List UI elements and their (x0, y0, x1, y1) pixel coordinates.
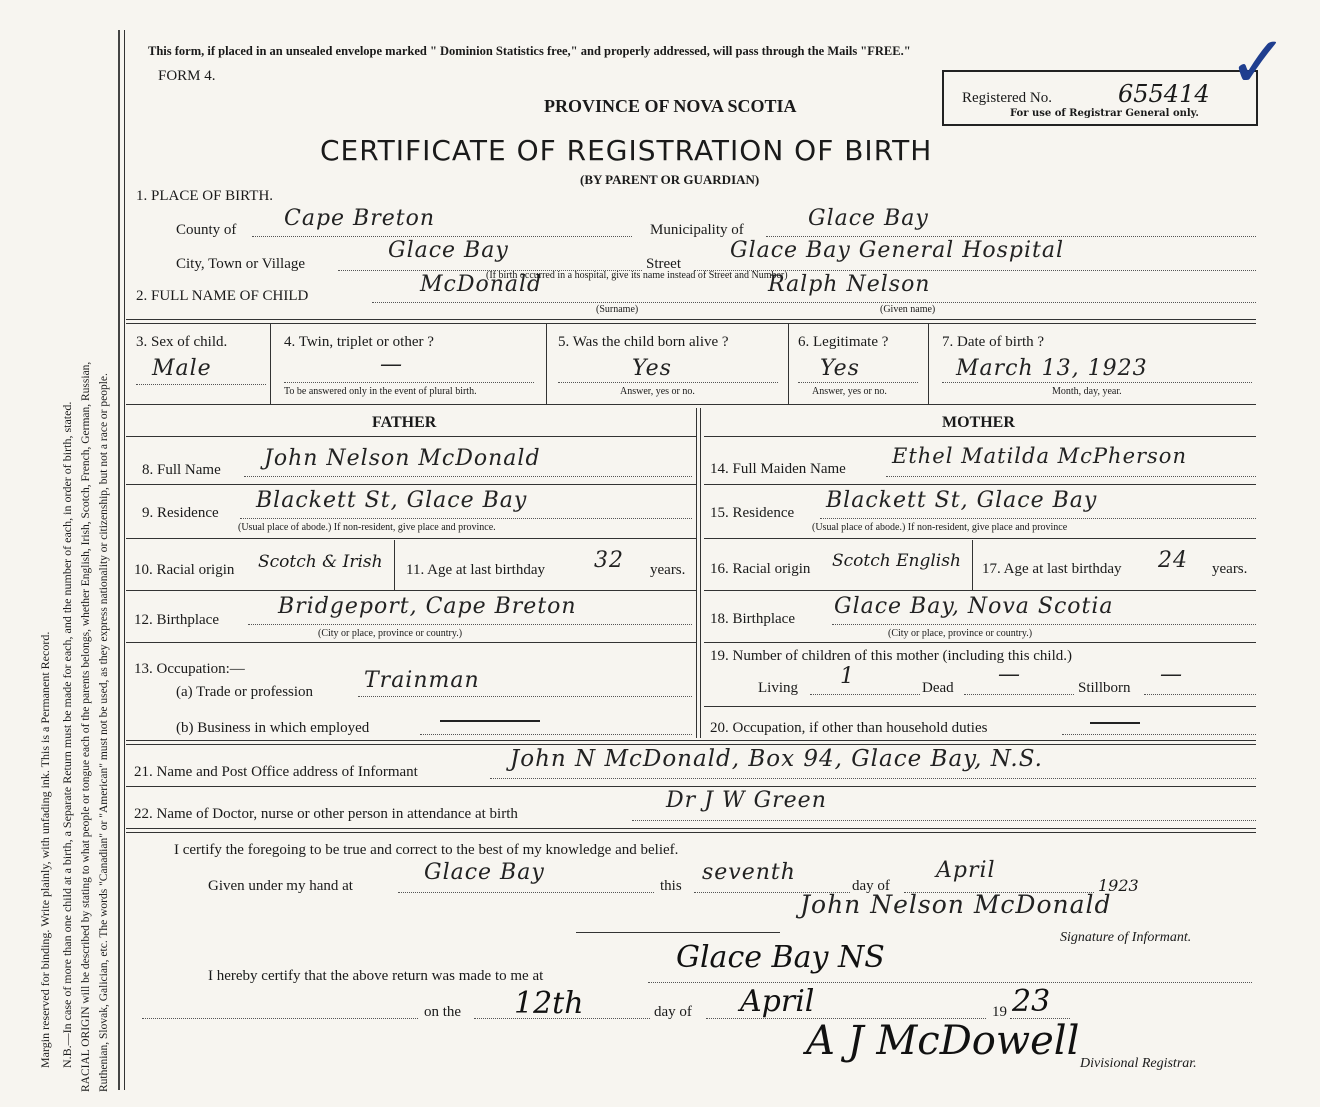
father-name-value: John Nelson McDonald (264, 446, 541, 471)
informant-signature-label: Signature of Informant. (1060, 930, 1192, 945)
born-alive-value: Yes (632, 356, 672, 381)
date-of-birth-value: March 13, 1923 (956, 356, 1148, 381)
mother-age-label: 17. Age at last birthday (982, 561, 1122, 577)
city-value: Glace Bay (388, 238, 509, 263)
hospital-note: (If birth occurred in a hospital, give its name instead of Street and Number) (486, 270, 788, 281)
father-age-label: 11. Age at last birthday (406, 562, 545, 578)
given-under-hand-label: Given under my hand at (208, 878, 353, 894)
mother-racial-origin-value: Scotch English (832, 551, 961, 571)
mother-children-label: 19. Number of children of this mother (including this child.) (710, 648, 1073, 664)
child-name-label: 2. FULL NAME OF CHILD (136, 288, 309, 304)
mother-residence-label: 15. Residence (710, 505, 795, 521)
born-alive-note: Answer, yes or no. (620, 386, 695, 397)
mother-birthplace-label: 18. Birthplace (710, 611, 795, 627)
day-of-label: day of (852, 878, 890, 894)
page-title: CERTIFICATE OF REGISTRATION OF BIRTH (320, 134, 933, 167)
father-residence-note: (Usual place of abode.) If non-resident, give place and province. (238, 522, 496, 533)
registrar-statement: I hereby certify that the above return was made to me at (208, 968, 544, 984)
mother-name-label: 14. Full Maiden Name (710, 461, 846, 477)
living-value: 1 (840, 664, 855, 689)
father-trade-value: Trainman (364, 668, 480, 693)
mother-occupation-dash (1090, 722, 1140, 724)
father-racial-origin-value: Scotch & Irish (258, 552, 383, 572)
father-racial-origin-label: 10. Racial origin (134, 562, 235, 578)
registrar-year-prefix: 19 (992, 1004, 1007, 1020)
doctor-value: Dr J W Green (666, 788, 827, 813)
mother-racial-origin-label: 16. Racial origin (710, 561, 811, 577)
registrar-year-value: 23 (1012, 984, 1051, 1019)
father-residence-label: 9. Residence (142, 505, 219, 521)
father-business-label: (b) Business in which employed (176, 720, 370, 736)
father-birthplace-label: 12. Birthplace (134, 612, 219, 628)
certify-statement: I certify the foregoing to be true and correct to the best of my knowledge and belief. (174, 842, 679, 858)
binding-rule-inner (124, 30, 125, 1090)
street-label: Street (646, 256, 681, 272)
month-value: April (936, 858, 996, 883)
child-surname-value: McDonald (420, 272, 543, 297)
margin-note-multiple-births: N.B.—In case of more than one child at a birth, a Separate Return must be made for each, and the number of each, in order of birth, stated. (60, 401, 74, 1068)
father-occupation-label: 13. Occupation:— (134, 661, 245, 677)
registrar-place-value: Glace Bay NS (676, 940, 885, 975)
city-label: City, Town or Village (176, 256, 306, 272)
informant-value: John N McDonald, Box 94, Glace Bay, N.S. (510, 746, 1043, 772)
given-name-note: (Given name) (880, 304, 936, 315)
twin-value: — (380, 352, 403, 377)
sex-label: 3. Sex of child. (136, 334, 228, 350)
twin-note: To be answered only in the event of plural birth. (284, 386, 477, 397)
legitimate-label: 6. Legitimate ? (798, 334, 889, 350)
stillborn-label: Stillborn (1078, 680, 1131, 696)
registrar-use-note: For use of Registrar General only. (1010, 108, 1199, 119)
mail-notice: This form, if placed in an unsealed envelope marked " Dominion Statistics free," and properly addressed, will pass through the Mails "FREE." (148, 44, 911, 58)
father-age-value: 32 (594, 548, 624, 573)
registrar-day-value: 12th (514, 986, 584, 1021)
mother-birthplace-value: Glace Bay, Nova Scotia (834, 594, 1114, 619)
registrar-signature-label: Divisional Registrar. (1080, 1056, 1197, 1071)
county-label: County of (176, 222, 237, 238)
mother-age-value: 24 (1158, 548, 1188, 573)
surname-note: (Surname) (596, 304, 639, 315)
father-birthplace-note: (City or place, province or country.) (318, 628, 463, 639)
day-value: seventh (702, 860, 796, 885)
binding-rule (118, 30, 120, 1090)
margin-note-racial-origin-2: Ruthenian, Slovak, Galician, etc. The words "Canadian" or "American" must not be used, as they express nationality or citizenship, but not a race or people. (98, 373, 110, 1092)
registered-number: 655414 (1118, 80, 1210, 108)
date-of-birth-label: 7. Date of birth ? (942, 334, 1045, 350)
mother-years-label: years. (1212, 561, 1248, 577)
county-value: Cape Breton (284, 206, 436, 231)
date-of-birth-note: Month, day, year. (1052, 386, 1122, 397)
sex-value: Male (152, 356, 212, 381)
father-residence-value: Blackett St, Glace Bay (256, 488, 528, 513)
father-trade-label: (a) Trade or profession (176, 684, 314, 700)
registrar-day-of-label: day of (654, 1004, 692, 1020)
twin-label: 4. Twin, triplet or other ? (284, 334, 434, 350)
registrar-month-value: April (740, 984, 815, 1019)
municipality-value: Glace Bay (808, 206, 929, 231)
province-heading: PROVINCE OF NOVA SCOTIA (544, 96, 797, 116)
place-of-birth-label: 1. PLACE OF BIRTH. (136, 188, 274, 204)
form-number: FORM 4. (158, 68, 216, 84)
father-name-label: 8. Full Name (142, 462, 221, 478)
mother-heading: MOTHER (942, 414, 1015, 431)
given-place-value: Glace Bay (424, 860, 545, 885)
living-label: Living (758, 680, 798, 696)
dead-value: — (998, 662, 1021, 687)
year-value: 1923 (1098, 876, 1139, 895)
mother-occupation-label: 20. Occupation, if other than household duties (710, 720, 988, 736)
registered-box (942, 70, 1258, 126)
legitimate-note: Answer, yes or no. (812, 386, 887, 397)
municipality-label: Municipality of (650, 222, 744, 238)
registrar-signature: A J McDowell (806, 1018, 1080, 1064)
mother-residence-note: (Usual place of abode.) If non-resident, give place and province (812, 522, 1068, 533)
registered-label: Registered No. (962, 90, 1052, 106)
stillborn-value: — (1160, 662, 1183, 687)
mother-birthplace-note: (City or place, province or country.) (888, 628, 1033, 639)
page-subtitle: (BY PARENT OR GUARDIAN) (580, 172, 760, 187)
mother-residence-value: Blackett St, Glace Bay (826, 488, 1098, 513)
margin-note-binding: Margin reserved for binding. Write plainly, with unfading ink. This is a Permanent Record. (38, 631, 52, 1068)
margin-note-racial-origin-1: RACIAL ORIGIN will be described by stating to what people or tongue each of the parents belongs, whether English, Irish, Scotch, French, German, Russian, (80, 361, 92, 1092)
on-the-label: on the (424, 1004, 462, 1020)
father-years-label: years. (650, 562, 686, 578)
father-business-dash (440, 720, 540, 722)
street-value: Glace Bay General Hospital (730, 238, 1065, 263)
this-label: this (660, 878, 682, 894)
legitimate-value: Yes (820, 356, 860, 381)
checkmark-icon: ✓ (1228, 20, 1289, 104)
father-birthplace-value: Bridgeport, Cape Breton (278, 594, 577, 619)
dead-label: Dead (922, 680, 954, 696)
father-heading: FATHER (372, 414, 437, 431)
mother-name-value: Ethel Matilda McPherson (892, 444, 1187, 468)
child-given-name-value: Ralph Nelson (768, 272, 931, 297)
doctor-label: 22. Name of Doctor, nurse or other person in attendance at birth (134, 806, 518, 822)
informant-label: 21. Name and Post Office address of Informant (134, 764, 418, 780)
born-alive-label: 5. Was the child born alive ? (558, 334, 729, 350)
informant-signature: John Nelson McDonald (800, 890, 1112, 919)
